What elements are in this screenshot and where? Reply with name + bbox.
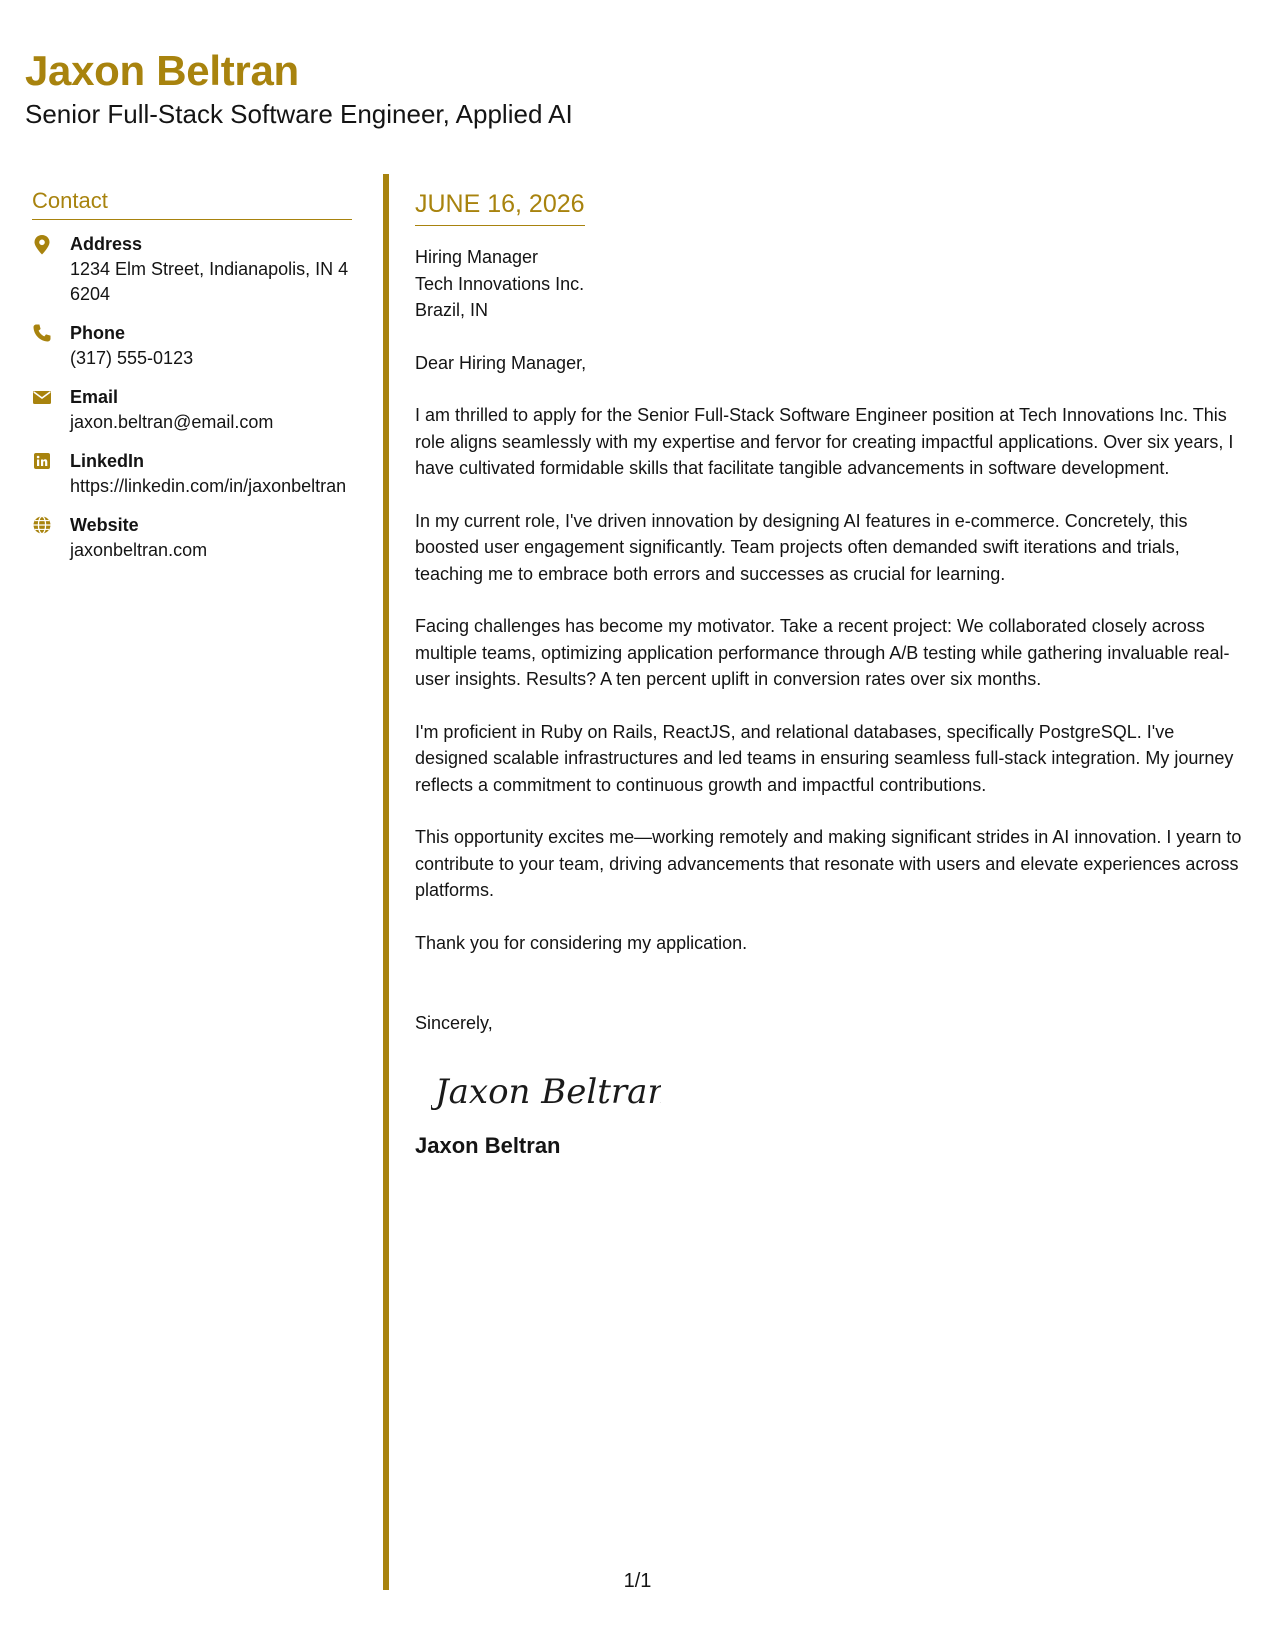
recipient-line: Hiring Manager <box>415 247 539 267</box>
recipient-block <box>415 244 1245 324</box>
map-pin-icon <box>32 232 70 256</box>
phone-value: (317) 555-0123 <box>70 348 194 368</box>
letter-date: JUNE 16, 2026 <box>415 188 585 226</box>
contact-website <box>32 513 352 563</box>
contact-label: LinkedIn <box>70 451 145 471</box>
contact-linkedin <box>32 449 352 499</box>
contact-label: Email <box>70 387 119 407</box>
job-title: Senior Full-Stack Software Engineer, Applied AI <box>25 99 573 129</box>
letter-paragraph: Thank you for considering my application. <box>415 932 748 953</box>
handwritten-signature <box>431 1061 1245 1117</box>
contact-heading: Contact <box>32 188 352 220</box>
letter-paragraph: In my current role, I've driven innovation by designing AI features in e-commerce. Concretely, this boosted user engagement significantly. Team projects often demanded swift iterations and trials, teaching me to embrace both errors and successes as crucial for learning. <box>415 510 1188 584</box>
signed-name: Jaxon Beltran <box>415 1132 561 1158</box>
letter-body <box>415 188 1245 1159</box>
recipient-line: Brazil, IN <box>415 300 489 320</box>
letter-paragraph: I am thrilled to apply for the Senior Full-Stack Software Engineer position at Tech Innovations Inc. This role aligns seamlessly with my expertise and fervor for creating impactful applications. Over six years, I have cultivated formidable skills that facilitate tangible advancements in software development. <box>415 405 1234 478</box>
contact-label: Address <box>70 234 143 254</box>
letter-paragraph: This opportunity excites me—working remotely and making significant strides in AI innovation. I yearn to contribute to your team, driving advancements that resonate with users and elevate experiences across platforms. <box>415 827 1242 900</box>
linkedin-icon <box>32 449 70 471</box>
envelope-icon <box>32 385 70 407</box>
contact-label: Website <box>70 515 139 535</box>
letter-paragraph: I'm proficient in Ruby on Rails, ReactJS, and relational databases, specifically PostgreSQL. I've designed scalable infrastructures and led teams in ensuring seamless full-stack integration. My journey reflects a commitment to continuous growth and impactful contributions. <box>415 721 1234 795</box>
salutation: Dear Hiring Manager, <box>415 352 587 373</box>
contact-email <box>32 385 352 435</box>
email-value[interactable]: jaxon.beltran@email.com <box>70 412 274 432</box>
recipient-line: Tech Innovations Inc. <box>415 273 585 294</box>
letter-paragraph: Facing challenges has become my motivator. Take a recent project: We collaborated closely across multiple teams, optimizing application performance through A/B testing while gathering invaluable real-user insights. Results? A ten percent uplift in conversion rates over six months. <box>415 616 1230 689</box>
contact-address <box>32 232 352 307</box>
website-value[interactable]: jaxonbeltran.com <box>70 540 208 560</box>
linkedin-value[interactable]: https://linkedin.com/in/jaxonbeltran <box>70 476 347 496</box>
globe-icon <box>32 513 70 535</box>
closing: Sincerely, <box>415 1013 493 1033</box>
page-number: 1/1 <box>623 1570 652 1592</box>
contact-label: Phone <box>70 323 126 343</box>
contact-phone <box>32 321 352 371</box>
phone-icon <box>32 321 70 343</box>
applicant-name: Jaxon Beltran <box>25 47 299 94</box>
vertical-divider <box>383 174 389 1590</box>
signature-text: Jaxon Beltran <box>435 1071 661 1112</box>
contact-sidebar <box>32 188 352 577</box>
address-value: 1234 Elm Street, Indianapolis, IN 46204 <box>70 259 349 304</box>
